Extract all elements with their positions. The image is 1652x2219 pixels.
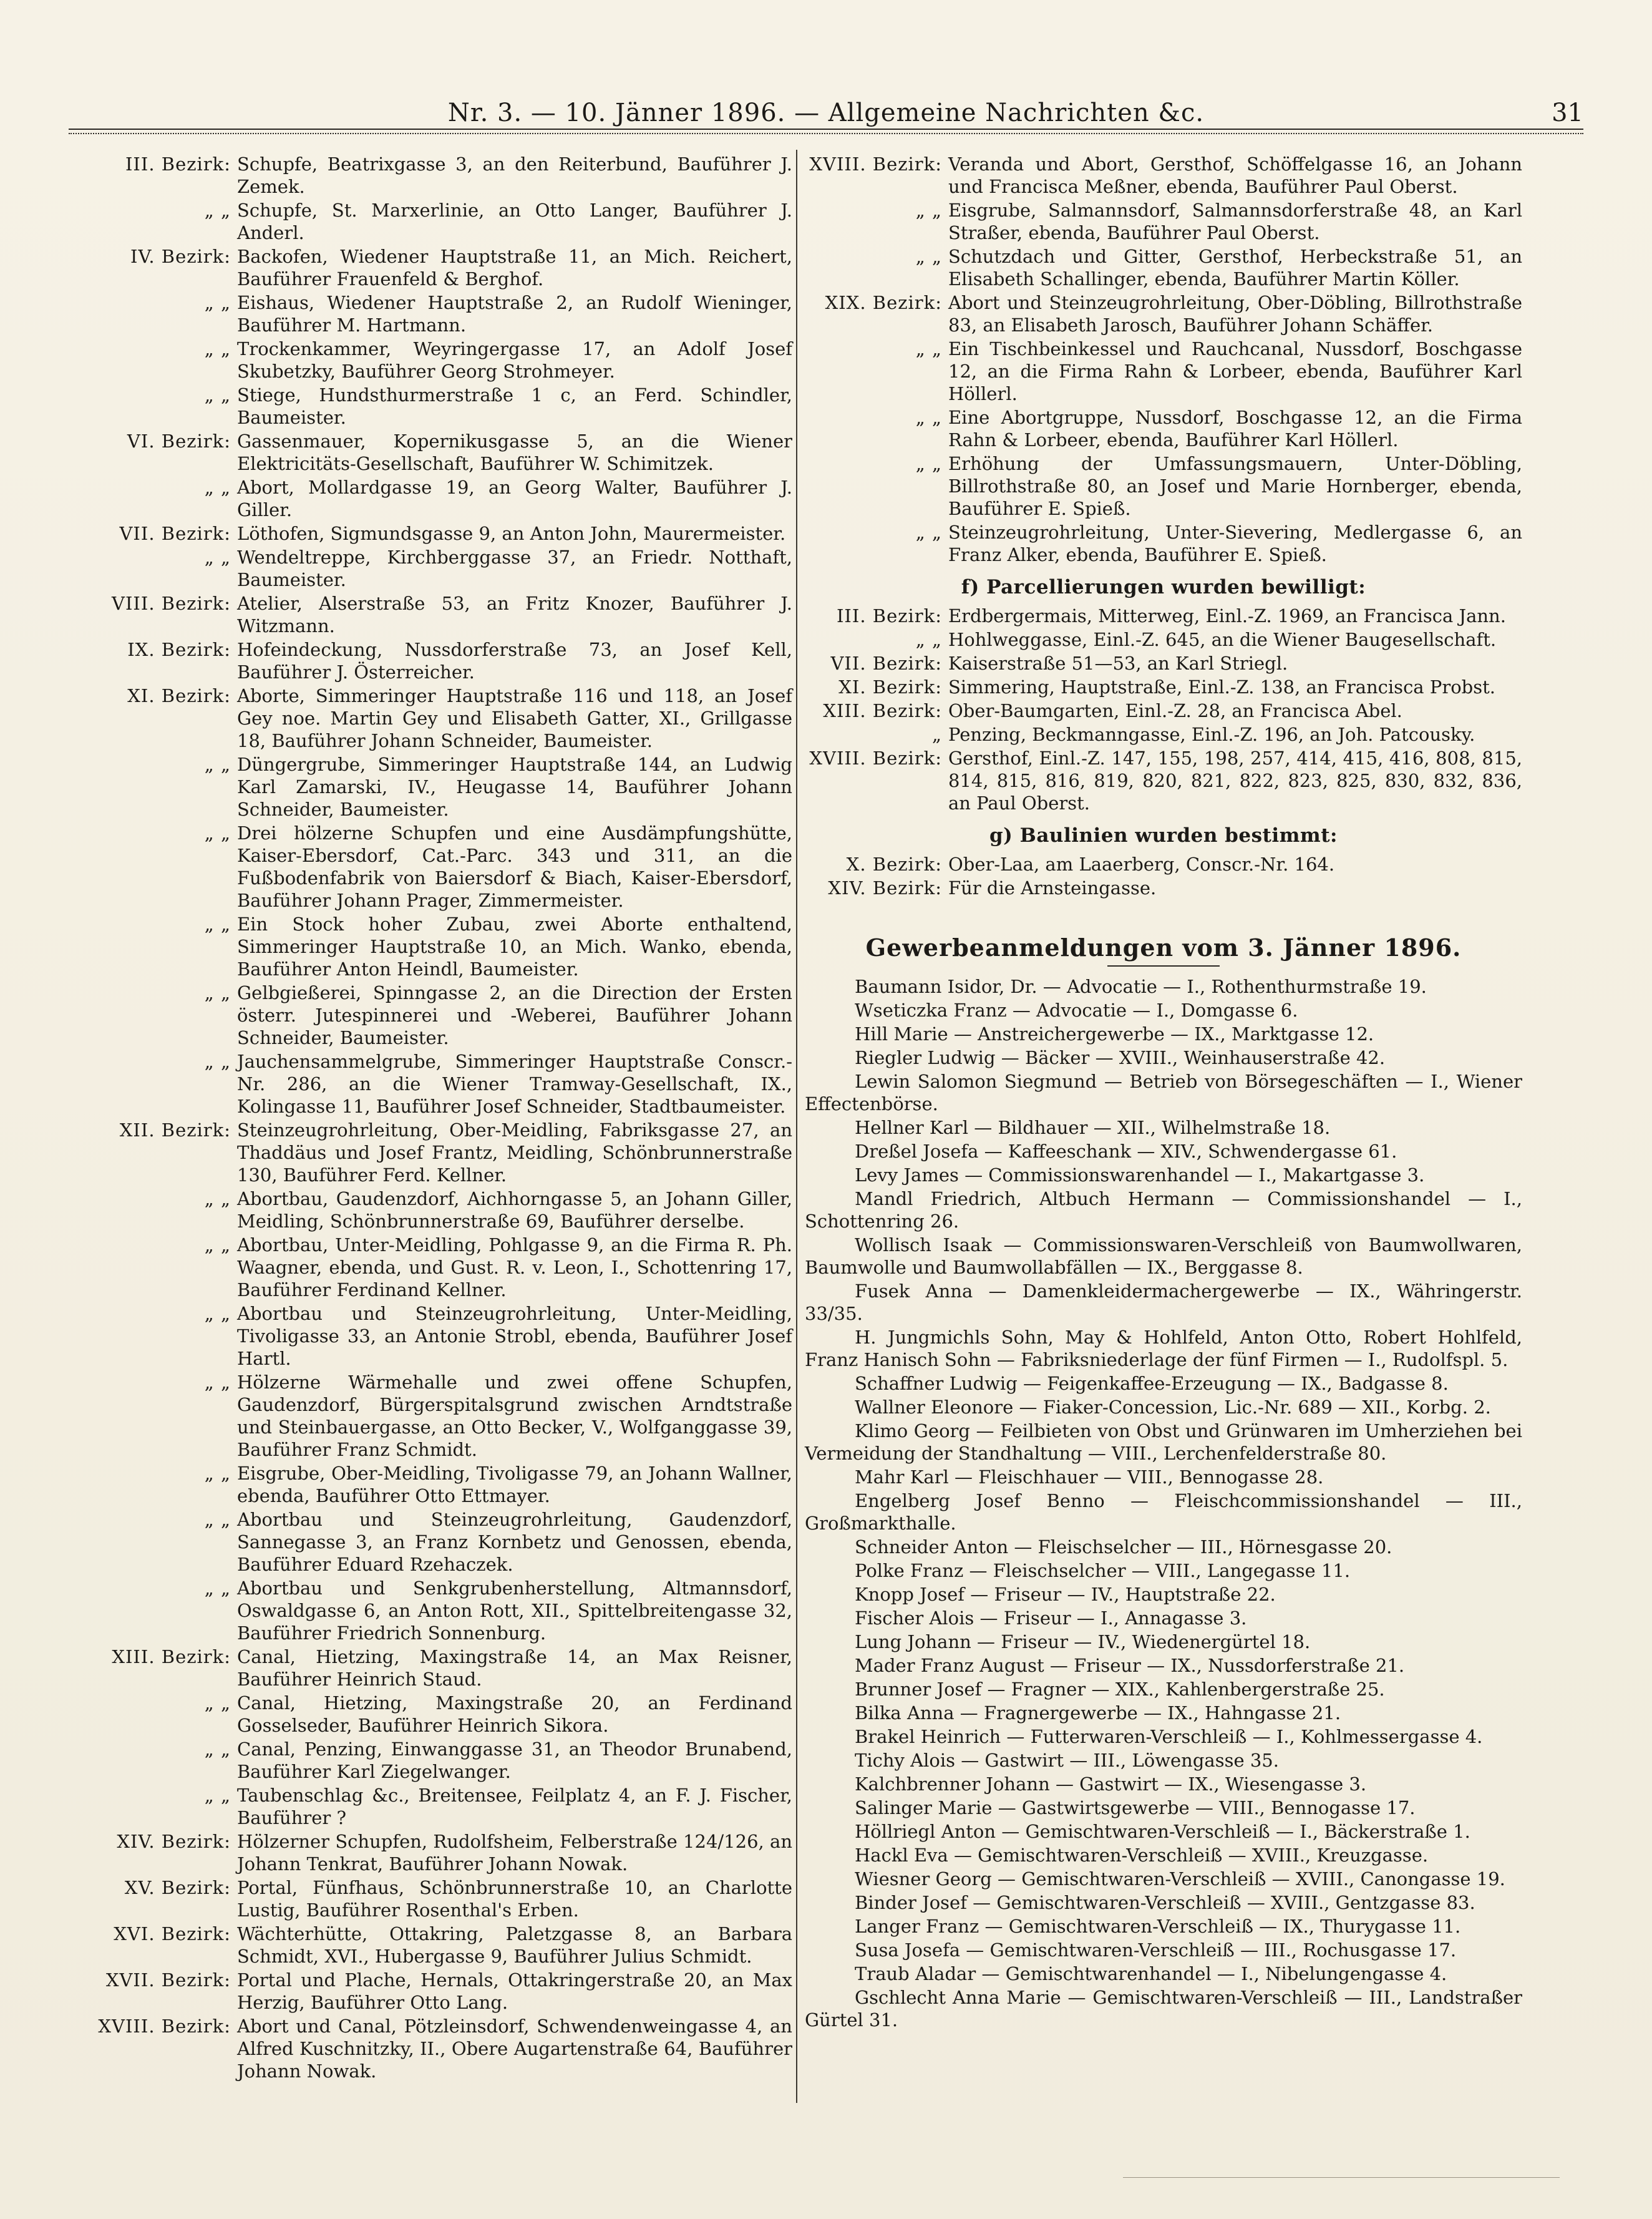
permit-entry bbox=[87, 1462, 792, 1507]
right-column bbox=[805, 153, 1522, 2032]
district-label: „ „ bbox=[915, 338, 942, 359]
permit-entry bbox=[87, 153, 792, 198]
permit-entry bbox=[805, 605, 1522, 627]
registration-item: Riegler Ludwig — Bäcker — XVIII., Weinhauserstraße 42. bbox=[855, 1047, 1386, 1068]
registration-item: Wiesner Georg — Gemischtwaren-Verschleiß — XVIII., Canongasse 19. bbox=[855, 1868, 1505, 1890]
entry-text: Ober-Laa, am Laaerberg, Conscr.-Nr. 164. bbox=[948, 854, 1335, 875]
page-number: 31 bbox=[1552, 99, 1583, 127]
registration-item: Fusek Anna — Damenkleidermachergewerbe — IX., Währingerstr. 33/35. bbox=[805, 1280, 1522, 1324]
registration-item: Traub Aladar — Gemischtwarenhandel — I., Nibelungengasse 4. bbox=[855, 1963, 1447, 1984]
entry-text: Abort und Steinzeugrohrleitung, Ober-Döbling, Billrothstraße 83, an Elisabeth Jarosch, Bauführer Johann Schäffer. bbox=[948, 292, 1522, 336]
permit-entry bbox=[87, 1188, 792, 1232]
district-label: XV. Bezirk: bbox=[124, 1877, 231, 1898]
district-label: XVIII. Bezirk: bbox=[98, 2016, 231, 2037]
district-label: „ „ bbox=[204, 477, 231, 498]
registrations-list bbox=[805, 975, 1522, 2031]
district-label: XVIII. Bezirk: bbox=[809, 154, 942, 175]
entry-text: Wächterhütte, Ottakring, Paletzgasse 8, an Barbara Schmidt, XVI., Hubergasse 9, Bauführer Julius Schmidt. bbox=[237, 1923, 792, 1967]
permit-entry bbox=[87, 1692, 792, 1737]
permit-entry bbox=[87, 1738, 792, 1783]
district-label: „ „ bbox=[204, 1578, 231, 1599]
entry-text: Atelier, Alserstraße 53, an Fritz Knozer, Bauführer J. Witzmann. bbox=[237, 593, 792, 636]
permit-entry bbox=[87, 753, 792, 821]
district-label: „ „ bbox=[204, 200, 231, 221]
permit-entry bbox=[805, 700, 1522, 722]
section-f-heading: f) Parcellierungen wurden bewilligt: bbox=[961, 576, 1366, 598]
permit-entry bbox=[805, 652, 1522, 675]
entry-text: Veranda und Abort, Gersthof, Schöffelgasse 16, an Johann und Francisca Meßner, ebenda, Bauführer Paul Oberst. bbox=[948, 154, 1522, 197]
registration-item: Knopp Josef — Friseur — IV., Hauptstraße 22. bbox=[855, 1584, 1276, 1605]
registration-item: Höllriegl Anton — Gemischtwaren-Verschleiß — I., Bäckerstraße 1. bbox=[855, 1821, 1470, 1842]
district-label: „ „ bbox=[204, 547, 231, 568]
district-label: „ „ bbox=[204, 1463, 231, 1484]
permit-entry bbox=[805, 199, 1522, 244]
entry-text: Für die Arnsteingasse. bbox=[948, 877, 1157, 899]
district-label: „ „ bbox=[204, 1692, 231, 1714]
permit-entry bbox=[805, 628, 1522, 651]
permit-entry bbox=[87, 2015, 792, 2082]
entry-text: Kaiserstraße 51—53, an Karl Striegl. bbox=[948, 653, 1288, 674]
district-label: IV. Bezirk: bbox=[130, 246, 231, 267]
permit-entry bbox=[87, 1234, 792, 1301]
district-label: VII. Bezirk: bbox=[119, 523, 231, 544]
permit-entry bbox=[87, 476, 792, 521]
entry-text: Abort und Canal, Pötzleinsdorf, Schwendenweingasse 4, an Alfred Kuschnitzky, II., Obere Augartenstraße 64, Bauführer Johann Nowak. bbox=[237, 2016, 792, 2082]
district-label: „ „ bbox=[204, 1509, 231, 1530]
entry-text: Düngergrube, Simmeringer Hauptstraße 144, an Ludwig Karl Zamarski, IV., Heugasse 14, Bauführer Johann Schneider, Baumeister. bbox=[237, 754, 792, 820]
entry-text: Löthofen, Sigmundsgasse 9, an Anton John, Maurermeister. bbox=[237, 523, 786, 544]
entry-text: Aborte, Simmeringer Hauptstraße 116 und 118, an Josef Gey noe. Martin Gey und Elisabeth Gatter, XI., Grillgasse 18, Bauführer Johann Schneider, Baumeister. bbox=[237, 685, 792, 751]
permit-entry bbox=[805, 406, 1522, 451]
district-label: XI. Bezirk: bbox=[127, 685, 231, 706]
page-bottom-mark bbox=[1123, 2177, 1560, 2182]
district-label: XVI. Bezirk: bbox=[114, 1923, 231, 1944]
registration-item: Polke Franz — Fleischselcher — VIII., Langegasse 11. bbox=[855, 1560, 1351, 1581]
entry-text: Drei hölzerne Schupfen und eine Ausdämpfungshütte, Kaiser-Ebersdorf, Cat.-Parc. 343 und 311, an die Fußbodenfabrik von Baiersdorf & Biach, Kaiser-Ebersdorf, Bauführer Johann Prager, Zimmermeister. bbox=[237, 822, 792, 911]
registration-item: Wseticzka Franz — Advocatie — I., Domgasse 6. bbox=[855, 1000, 1298, 1021]
entry-text: Erhöhung der Umfassungsmauern, Unter-Döbling, Billrothstraße 80, an Josef und Marie Hornberger, ebenda, Bauführer E. Spieß. bbox=[948, 453, 1522, 519]
district-label: „ „ bbox=[915, 246, 942, 267]
entry-text: Abortbau und Steinzeugrohrleitung, Gaudenzdorf, Sannegasse 3, an Franz Kornbetz und Genossen, ebenda, Bauführer Eduard Rzehaczek. bbox=[237, 1509, 792, 1575]
entry-text: Trockenkammer, Weyringergasse 17, an Adolf Josef Skubetzky, Bauführer Georg Strohmeyer. bbox=[237, 338, 792, 382]
permit-entry bbox=[87, 430, 792, 475]
registration-item: Kalchbrenner Johann — Gastwirt — IX., Wiesengasse 3. bbox=[855, 1773, 1367, 1795]
entry-text: Abortbau, Gaudenzdorf, Aichhorngasse 5, an Johann Giller, Meidling, Schönbrunnerstraße 69, Bauführer derselbe. bbox=[237, 1188, 792, 1232]
district-label: „ „ bbox=[204, 1785, 231, 1806]
registration-item: Gschlecht Anna Marie — Gemischtwaren-Verschleiß — III., Landstraßer Gürtel 31. bbox=[805, 1987, 1522, 2031]
district-label: „ „ bbox=[204, 982, 231, 1003]
district-label: VII. Bezirk: bbox=[830, 653, 942, 674]
entry-text: Eine Abortgruppe, Nussdorf, Boschgasse 12, an die Firma Rahn & Lorbeer, ebenda, Bauführer Karl Höllerl. bbox=[948, 407, 1522, 451]
permit-entry bbox=[87, 982, 792, 1049]
permit-entry bbox=[805, 853, 1522, 875]
district-label: VIII. Bezirk: bbox=[112, 593, 231, 614]
entry-text: Canal, Hietzing, Maxingstraße 20, an Ferdinand Gosselseder, Bauführer Heinrich Sikora. bbox=[237, 1692, 792, 1736]
registration-item: Schneider Anton — Fleischselcher — III., Hörnesgasse 20. bbox=[855, 1536, 1392, 1558]
entry-text: Hohlweggasse, Einl.-Z. 645, an die Wiener Baugesellschaft. bbox=[948, 629, 1497, 650]
registration-item: H. Jungmichls Sohn, May & Hohlfeld, Anton Otto, Robert Hohlfeld, Franz Hanisch Sohn — Fabriksniederlage der fünf Firmen — I., Rudolfspl. 5. bbox=[805, 1327, 1522, 1370]
district-label: „ „ bbox=[204, 1234, 231, 1256]
registration-item: Klimo Georg — Feilbieten von Obst und Grünwaren im Umherziehen bei Vermeidung der Standhaltung — VIII., Lerchenfelderstraße 80. bbox=[805, 1420, 1522, 1464]
district-label: XI. Bezirk: bbox=[838, 676, 942, 698]
registration-item: Brunner Josef — Fragner — XIX., Kahlenbergerstraße 25. bbox=[855, 1679, 1385, 1700]
permit-entry bbox=[87, 1784, 792, 1829]
column-divider bbox=[796, 150, 797, 2103]
district-label: „ „ bbox=[204, 1372, 231, 1393]
district-label: „ „ bbox=[204, 338, 231, 359]
district-label: „ „ bbox=[204, 754, 231, 775]
district-label: XIV. Bezirk: bbox=[117, 1831, 231, 1852]
permit-entry bbox=[87, 546, 792, 591]
entry-text: Portal, Fünfhaus, Schönbrunnerstraße 10, an Charlotte Lustig, Bauführer Rosenthal's Erben. bbox=[237, 1877, 792, 1921]
section-f-entries bbox=[805, 605, 1522, 814]
district-label: XIV. Bezirk: bbox=[828, 877, 942, 899]
registration-item: Brakel Heinrich — Futterwaren-Verschleiß — I., Kohlmessergasse 4. bbox=[855, 1726, 1483, 1747]
entry-text: Hölzerne Wärmehalle und zwei offene Schupfen, Gaudenzdorf, Bürgerspitalsgrund zwischen Arndtstraße und Steinbauergasse, an Otto Becker, V., Wolfganggasse 39, Bauführer Franz Schmidt. bbox=[237, 1372, 792, 1460]
header-title: Nr. 3. — 10. Jänner 1896. — Allgemeine Nachrichten &c. bbox=[447, 99, 1205, 127]
permit-entry bbox=[805, 338, 1522, 405]
permit-entry bbox=[87, 1508, 792, 1576]
entry-text: Gassenmauer, Kopernikusgasse 5, an die Wiener Elektricitäts-Gesellschaft, Bauführer W. Schimitzek. bbox=[237, 431, 792, 474]
district-label: „ „ bbox=[204, 1739, 231, 1760]
permit-entry bbox=[805, 676, 1522, 698]
permit-entry bbox=[87, 1923, 792, 1968]
entry-text: Eisgrube, Ober-Meidling, Tivoligasse 79, an Johann Wallner, ebenda, Bauführer Otto Ettmayer. bbox=[237, 1463, 792, 1506]
registration-item: Lung Johann — Friseur — IV., Wiedenergürtel 18. bbox=[855, 1631, 1311, 1652]
entry-text: Backofen, Wiedener Hauptstraße 11, an Mich. Reichert, Bauführer Frauenfeld & Berghof. bbox=[237, 246, 792, 290]
district-label: „ „ bbox=[204, 914, 231, 935]
registration-item: Bilka Anna — Fragnergewerbe — IX., Hahngasse 21. bbox=[855, 1702, 1341, 1724]
entry-text: Portal und Plache, Hernals, Ottakringerstraße 20, an Max Herzig, Bauführer Otto Lang. bbox=[237, 1969, 792, 2013]
section-g-heading: g) Baulinien wurden bestimmt: bbox=[989, 824, 1338, 847]
entry-text: Canal, Penzing, Einwanggasse 31, an Theodor Brunabend, Bauführer Karl Ziegelwanger. bbox=[237, 1739, 792, 1782]
entry-text: Hölzerner Schupfen, Rudolfsheim, Felberstraße 124/126, an Johann Tenkrat, Bauführer Johann Nowak. bbox=[237, 1831, 792, 1875]
district-label: „ „ bbox=[204, 292, 231, 313]
entry-text: Simmering, Hauptstraße, Einl.-Z. 138, an Francisca Probst. bbox=[948, 676, 1495, 698]
registration-item: Mader Franz August — Friseur — IX., Nussdorferstraße 21. bbox=[855, 1655, 1405, 1676]
section-g-entries bbox=[805, 853, 1522, 899]
registration-item: Susa Josefa — Gemischtwaren-Verschleiß — III., Rochusgasse 17. bbox=[855, 1939, 1457, 1961]
entry-text: Gersthof, Einl.-Z. 147, 155, 198, 257, 414, 415, 416, 808, 815, 814, 815, 816, 819, 820, 821, 822, 823, 825, 830, 832, 836, an Paul Oberst. bbox=[948, 748, 1522, 814]
registration-item: Wollisch Isaak — Commissionswaren-Verschleiß von Baumwollwaren, Baumwolle und Baumwollabfällen — IX., Berggasse 8. bbox=[805, 1234, 1522, 1278]
district-label: „ „ bbox=[915, 629, 942, 650]
registration-item: Hackl Eva — Gemischtwaren-Verschleiß — XVIII., Kreuzgasse. bbox=[855, 1845, 1429, 1866]
permit-entry bbox=[87, 522, 792, 545]
left-column bbox=[87, 153, 792, 2084]
permit-entry bbox=[87, 1969, 792, 2014]
permit-entry bbox=[87, 1119, 792, 1186]
permit-entry bbox=[87, 592, 792, 637]
registration-item: Binder Josef — Gemischtwaren-Verschleiß — XVIII., Gentzgasse 83. bbox=[855, 1892, 1475, 1913]
district-label: XVIII. Bezirk: bbox=[809, 748, 942, 769]
permit-entry bbox=[87, 685, 792, 752]
entry-text: Schutzdach und Gitter, Gersthof, Herbeckstraße 51, an Elisabeth Schallinger, ebenda, Bauführer Martin Köller. bbox=[948, 246, 1522, 290]
district-label: „ bbox=[931, 724, 942, 745]
permit-entry bbox=[87, 199, 792, 244]
registration-item: Langer Franz — Gemischtwaren-Verschleiß — IX., Thurygasse 11. bbox=[855, 1916, 1461, 1937]
permit-entry bbox=[87, 1876, 792, 1921]
district-label: „ „ bbox=[204, 822, 231, 844]
entry-text: Jauchensammelgrube, Simmeringer Hauptstraße Conscr.-Nr. 286, an die Wiener Tramway-Gesellschaft, IX., Kolingasse 11, Bauführer Josef Schneider, Stadtbaumeister. bbox=[237, 1051, 792, 1117]
entry-text: Abortbau und Steinzeugrohrleitung, Unter-Meidling, Tivoligasse 33, an Antonie Strobl, ebenda, Bauführer Josef Hartl. bbox=[237, 1303, 792, 1369]
entry-text: Schupfe, St. Marxerlinie, an Otto Langer, Bauführer J. Anderl. bbox=[237, 200, 792, 243]
entry-text: Abortbau, Unter-Meidling, Pohlgasse 9, an die Firma R. Ph. Waagner, ebenda, und Gust. R. v. Leon, I., Schottenring 17, Bauführer Ferdinand Kellner. bbox=[237, 1234, 792, 1300]
permit-entry bbox=[87, 291, 792, 336]
permit-entry bbox=[87, 1302, 792, 1370]
registration-item: Fischer Alois — Friseur — I., Annagasse 3. bbox=[855, 1607, 1247, 1629]
permit-entry bbox=[87, 245, 792, 290]
entry-text: Hofeindeckung, Nussdorferstraße 73, an Josef Kell, Bauführer J. Österreicher. bbox=[237, 639, 792, 683]
registration-item: Wallner Eleonore — Fiaker-Concession, Lic.-Nr. 689 — XII., Korbg. 2. bbox=[855, 1397, 1491, 1418]
entry-text: Steinzeugrohrleitung, Unter-Sievering, Medlergasse 6, an Franz Alker, ebenda, Bauführer E. Spieß. bbox=[948, 522, 1522, 565]
district-label: XVII. Bezirk: bbox=[105, 1969, 231, 1991]
district-label: „ „ bbox=[915, 200, 942, 221]
district-label: IX. Bezirk: bbox=[127, 639, 231, 660]
district-label: „ „ bbox=[915, 453, 942, 474]
district-label: XII. Bezirk: bbox=[119, 1119, 231, 1141]
district-label: „ „ bbox=[204, 1188, 231, 1209]
permit-entry bbox=[87, 1050, 792, 1118]
entry-text: Erdbergermais, Mitterweg, Einl.-Z. 1969, an Francisca Jann. bbox=[948, 605, 1506, 627]
permit-entry bbox=[805, 245, 1522, 290]
registration-item: Mahr Karl — Fleischhauer — VIII., Bennogasse 28. bbox=[855, 1466, 1324, 1488]
permit-entry bbox=[805, 877, 1522, 899]
registration-item: Lewin Salomon Siegmund — Betrieb von Börsegeschäften — I., Wiener Effectenbörse. bbox=[805, 1071, 1522, 1114]
district-label: „ „ bbox=[204, 1051, 231, 1072]
permit-entry bbox=[87, 913, 792, 980]
district-label: VI. Bezirk: bbox=[127, 431, 231, 452]
district-label: III. Bezirk: bbox=[125, 154, 231, 175]
right-entries-top bbox=[805, 153, 1522, 566]
permit-entry bbox=[87, 1577, 792, 1644]
district-label: III. Bezirk: bbox=[836, 605, 942, 627]
entry-text: Ein Tischbeinkessel und Rauchcanal, Nussdorf, Boschgasse 12, an die Firma Rahn & Lorbeer, ebenda, Bauführer Karl Höllerl. bbox=[948, 338, 1522, 404]
registration-item: Mandl Friedrich, Altbuch Hermann — Commissionshandel — I., Schottenring 26. bbox=[805, 1188, 1522, 1232]
permit-entry bbox=[87, 638, 792, 683]
district-label: „ „ bbox=[915, 407, 942, 428]
entry-text: Eishaus, Wiedener Hauptstraße 2, an Rudolf Wieninger, Bauführer M. Hartmann. bbox=[237, 292, 792, 336]
permit-entry bbox=[805, 747, 1522, 814]
registration-item: Baumann Isidor, Dr. — Advocatie — I., Rothenthurmstraße 19. bbox=[855, 976, 1427, 997]
permit-entry bbox=[805, 291, 1522, 336]
district-label: X. Bezirk: bbox=[846, 854, 942, 875]
entry-text: Abortbau und Senkgrubenherstellung, Altmannsdorf, Oswaldgasse 6, an Anton Rott, XII., Spittelbreitengasse 32, Bauführer Friedrich Sonnenburg. bbox=[237, 1578, 792, 1644]
registration-item: Schaffner Ludwig — Feigenkaffee-Erzeugung — IX., Badgasse 8. bbox=[855, 1373, 1449, 1394]
district-label: XIII. Bezirk: bbox=[823, 700, 942, 721]
registration-item: Hill Marie — Anstreichergewerbe — IX., Marktgasse 12. bbox=[855, 1023, 1374, 1045]
entry-text: Abort, Mollardgasse 19, an Georg Walter, Bauführer J. Giller. bbox=[237, 477, 792, 520]
permit-entry bbox=[87, 384, 792, 429]
permit-entry bbox=[805, 452, 1522, 520]
entry-text: Schupfe, Beatrixgasse 3, an den Reiterbund, Bauführer J. Zemek. bbox=[237, 154, 792, 197]
permit-entry bbox=[805, 153, 1522, 198]
permit-entry bbox=[87, 822, 792, 912]
entry-text: Penzing, Beckmanngasse, Einl.-Z. 196, an Joh. Patcousky. bbox=[948, 724, 1475, 745]
district-label: „ „ bbox=[915, 522, 942, 543]
entry-text: Stiege, Hundsthurmerstraße 1 c, an Ferd. Schindler, Baumeister. bbox=[237, 384, 792, 428]
permit-entry bbox=[87, 1646, 792, 1690]
registration-item: Dreßel Josefa — Kaffeeschank — XIV., Schwendergasse 61. bbox=[855, 1141, 1397, 1162]
entry-text: Canal, Hietzing, Maxingstraße 14, an Max Reisner, Bauführer Heinrich Staud. bbox=[237, 1646, 792, 1690]
registration-item: Engelberg Josef Benno — Fleischcommissionshandel — III., Großmarkthalle. bbox=[805, 1490, 1522, 1534]
header-rule bbox=[69, 129, 1583, 134]
registrations-heading: Gewerbeanmeldungen vom 3. Jänner 1896. bbox=[865, 934, 1462, 962]
entry-text: Gelbgießerei, Spinngasse 2, an die Direction der Ersten österr. Jutespinnerei und -Weberei, Bauführer Johann Schneider, Baumeister. bbox=[237, 982, 792, 1048]
registration-item: Tichy Alois — Gastwirt — III., Löwengasse 35. bbox=[855, 1750, 1279, 1771]
entry-text: Taubenschlag &c., Breitensee, Feilplatz 4, an F. J. Fischer, Bauführer ? bbox=[237, 1785, 792, 1828]
district-label: „ „ bbox=[204, 1303, 231, 1324]
district-label: „ „ bbox=[204, 384, 231, 406]
permit-entry bbox=[805, 723, 1522, 746]
registration-item: Salinger Marie — Gastwirtsgewerbe — VIII., Bennogasse 17. bbox=[855, 1797, 1416, 1818]
registration-item: Levy James — Commissionswarenhandel — I., Makartgasse 3. bbox=[855, 1164, 1425, 1186]
entry-text: Steinzeugrohrleitung, Ober-Meidling, Fabriksgasse 27, an Thaddäus und Josef Frantz, Meidling, Schönbrunnerstraße 130, Bauführer Ferd. Kellner. bbox=[237, 1119, 792, 1186]
permit-entry bbox=[87, 1830, 792, 1875]
registrations-rule bbox=[1107, 965, 1220, 967]
permit-entry bbox=[805, 521, 1522, 566]
entry-text: Ober-Baumgarten, Einl.-Z. 28, an Francisca Abel. bbox=[948, 700, 1402, 721]
registration-item: Hellner Karl — Bildhauer — XII., Wilhelmstraße 18. bbox=[855, 1117, 1331, 1138]
district-label: XIX. Bezirk: bbox=[825, 292, 942, 313]
entry-text: Eisgrube, Salmannsdorf, Salmannsdorferstraße 48, an Karl Straßer, ebenda, Bauführer Paul Oberst. bbox=[948, 200, 1522, 243]
entry-text: Ein Stock hoher Zubau, zwei Aborte enthaltend, Simmeringer Hauptstraße 10, an Mich. Wanko, ebenda, Bauführer Anton Heindl, Baumeister. bbox=[237, 914, 792, 980]
permit-entry bbox=[87, 338, 792, 383]
district-label: XIII. Bezirk: bbox=[112, 1646, 231, 1667]
entry-text: Wendeltreppe, Kirchberggasse 37, an Friedr. Notthaft, Baumeister. bbox=[237, 547, 792, 590]
permit-entry bbox=[87, 1371, 792, 1461]
